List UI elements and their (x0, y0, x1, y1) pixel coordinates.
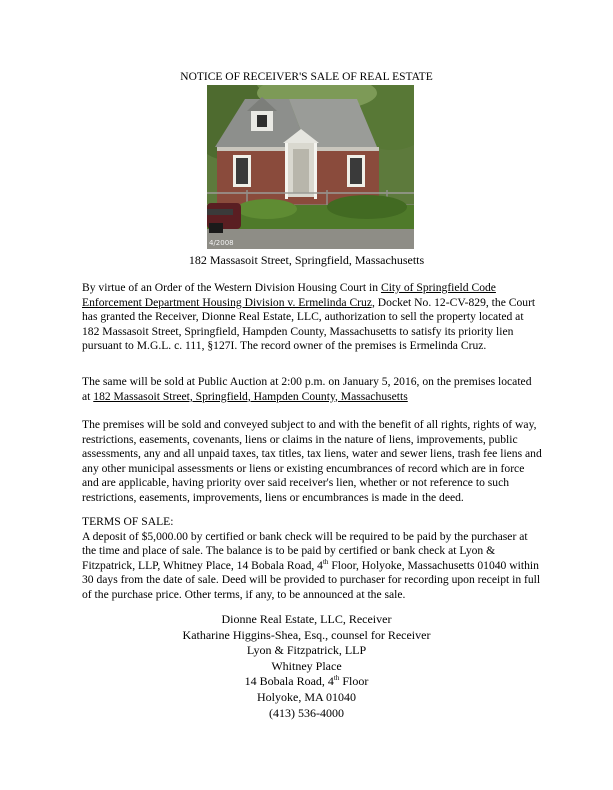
signature-phone: (413) 536-4000 (269, 705, 344, 720)
signature-counsel: Katharine Higgins-Shea, Esq., counsel for Receiver (182, 627, 431, 642)
auction-address: 182 Massasoit Street, Springfield, Hampden County, Massachusetts (93, 389, 408, 403)
signature-block (0, 612, 613, 721)
auction-intro: The same will be sold at Public Auction at 2:00 p.m. on January 5, 2016, on the premises located at (82, 375, 532, 403)
terms-body (82, 530, 542, 603)
signature-receiver: Dionne Real Estate, LLC, Receiver (221, 612, 392, 626)
terms-of-sale (82, 515, 542, 603)
paragraph-conditions: The premises will be sold and conveyed subject to and with the benefit of all rights, rights of way, restrictions, easements, covenants, liens or claims in the nature of liens, improvements, public assessments, any and all unpaid taxes, tax titles, tax liens, water and sewer liens, trash fee liens and any other municipal assessments or liens or existing encumbrances of record which are in force and are applicable, having priority over said receiver's lien, whether or not reference to such restrictions, easements, improvements, liens or encumbrances is made in the deed. (82, 418, 542, 504)
terms-heading: TERMS OF SALE: (82, 515, 174, 528)
signature-city: Holyoke, MA 01040 (257, 689, 356, 704)
notice-title: NOTICE OF RECEIVER'S SALE OF REAL ESTATE (180, 71, 433, 83)
terms-body-end: Floor, Holyoke, Massachusetts 01040 within 30 days from the date of sale. Deed will be provided to purchaser for recording upon receipt in full of the purchase price. Other terms, if any, to be announced at the sale. (82, 558, 541, 601)
signature-street-end: Floor (339, 674, 369, 689)
property-photo (207, 85, 414, 249)
case-name: City of Springfield Code Enforcement Department Housing Division v. Ermelinda Cruz, (82, 281, 496, 309)
court-order-intro: By virtue of an Order of the Western Division Housing Court in (82, 281, 381, 294)
terms-superscript: th (322, 557, 329, 566)
signature-street-start: 14 Bobala Road, 4 (244, 674, 334, 689)
signature-street (0, 674, 613, 690)
signature-street-superscript: th (333, 674, 340, 683)
court-order-body: Docket No. 12-CV-829, the Court has granted the Receiver, Dionne Real Estate, LLC, authorization to sell the property located at 182 Massasoit Street, Springfield, Hampden County, Massachusetts to satisfy its priority lien pursuant to M.G.L. c. 111, §127I. The record owner of the premises is Ermelinda Cruz. (82, 295, 536, 353)
signature-building: Whitney Place (271, 658, 342, 673)
paragraph-court-order (82, 281, 542, 354)
terms-body-start: A deposit of $5,000.00 by certified or bank check will be required to be paid by the purchaser at the time and place of sale. The balance is to be paid by certified or bank check at Lyon & Fitzpatrick, LLP, Whitney Place, 14 Bobala Road, 4 (82, 529, 528, 572)
signature-firm: Lyon & Fitzpatrick, LLP (246, 643, 367, 658)
photo-caption: 182 Massasoit Street, Springfield, Massachusetts (188, 253, 425, 267)
photo-date-stamp: 4/2008 (209, 239, 234, 247)
paragraph-auction (82, 375, 542, 404)
